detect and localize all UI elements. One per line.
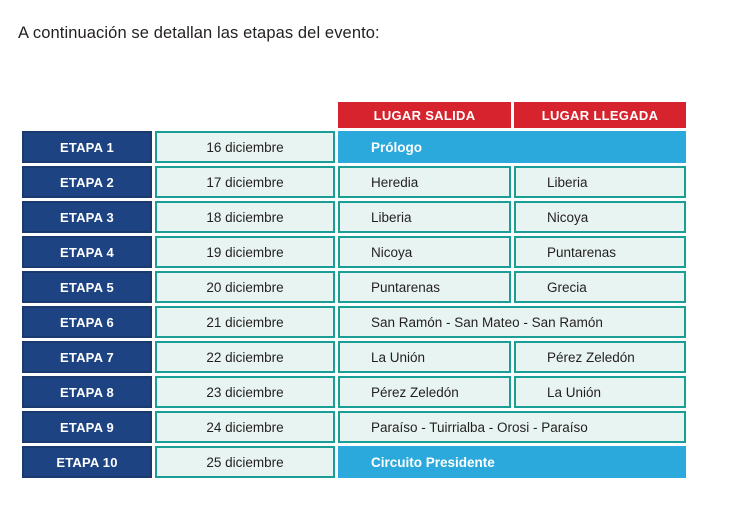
stage-arrival: Liberia (514, 166, 686, 198)
column-header-lugar-salida: LUGAR SALIDA (338, 102, 511, 128)
table-row-etapa-5 (22, 271, 686, 303)
stage-date: 20 diciembre (155, 271, 335, 303)
stage-date: 22 diciembre (155, 341, 335, 373)
stage-label: ETAPA 8 (22, 376, 152, 408)
intro-text: A continuación se detallan las etapas del evento: (18, 24, 380, 42)
stage-date: 18 diciembre (155, 201, 335, 233)
stage-departure: Pérez Zeledón (338, 376, 511, 408)
stage-departure: Nicoya (338, 236, 511, 268)
stage-label: ETAPA 4 (22, 236, 152, 268)
stage-arrival: La Unión (514, 376, 686, 408)
stage-route: Paraíso - Tuirrialba - Orosi - Paraíso (338, 411, 686, 443)
table-row-etapa-7 (22, 341, 686, 373)
stage-departure: Puntarenas (338, 271, 511, 303)
stage-departure: Liberia (338, 201, 511, 233)
stage-route-highlight: Circuito Presidente (338, 446, 686, 478)
table-row-etapa-2 (22, 166, 686, 198)
stage-label: ETAPA 9 (22, 411, 152, 443)
table-row-etapa-4 (22, 236, 686, 268)
stage-date: 24 diciembre (155, 411, 335, 443)
stage-date: 19 diciembre (155, 236, 335, 268)
table-row-etapa-6 (22, 306, 686, 338)
table-row-etapa-1 (22, 131, 686, 163)
column-header-lugar-llegada: LUGAR LLEGADA (514, 102, 686, 128)
stage-arrival: Nicoya (514, 201, 686, 233)
stage-label: ETAPA 1 (22, 131, 152, 163)
stage-departure: La Unión (338, 341, 511, 373)
stages-table (19, 99, 689, 481)
stage-label: ETAPA 10 (22, 446, 152, 478)
stage-date: 17 diciembre (155, 166, 335, 198)
stage-label: ETAPA 3 (22, 201, 152, 233)
table-row-etapa-3 (22, 201, 686, 233)
table-row-etapa-9 (22, 411, 686, 443)
stage-date: 23 diciembre (155, 376, 335, 408)
stage-label: ETAPA 5 (22, 271, 152, 303)
stage-date: 25 diciembre (155, 446, 335, 478)
stage-arrival: Grecia (514, 271, 686, 303)
stage-route: San Ramón - San Mateo - San Ramón (338, 306, 686, 338)
table-row-etapa-8 (22, 376, 686, 408)
header-spacer (22, 102, 335, 128)
stage-arrival: Pérez Zeledón (514, 341, 686, 373)
stage-label: ETAPA 6 (22, 306, 152, 338)
stage-arrival: Puntarenas (514, 236, 686, 268)
header-row (22, 102, 686, 128)
stage-label: ETAPA 2 (22, 166, 152, 198)
table-row-etapa-10 (22, 446, 686, 478)
stage-route-highlight: Prólogo (338, 131, 686, 163)
stage-date: 16 diciembre (155, 131, 335, 163)
stage-label: ETAPA 7 (22, 341, 152, 373)
stage-date: 21 diciembre (155, 306, 335, 338)
stage-departure: Heredia (338, 166, 511, 198)
